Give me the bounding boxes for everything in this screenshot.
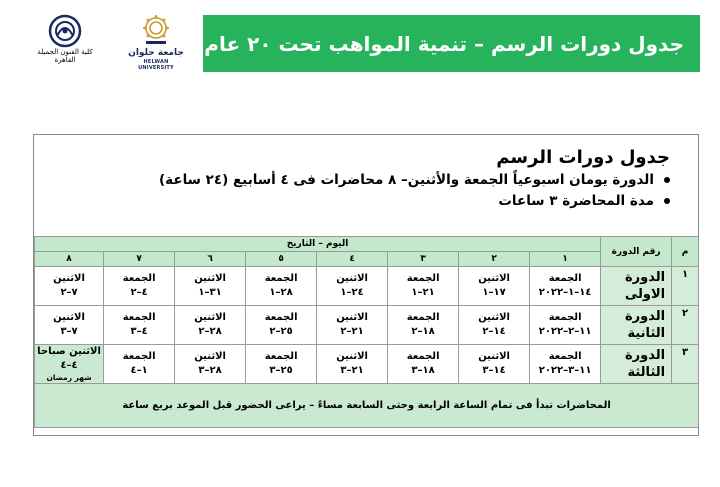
session-cell bbox=[388, 267, 459, 306]
header-session: ٤ bbox=[317, 252, 388, 267]
session-cell bbox=[388, 345, 459, 384]
fine-arts-logo bbox=[22, 14, 108, 76]
session-cell bbox=[388, 306, 459, 345]
page-title: جدول دورات الرسم – تنمية المواهب تحت ٢٠ عام bbox=[204, 31, 684, 56]
intro-bullet-1 bbox=[70, 170, 670, 191]
table-row bbox=[35, 306, 699, 345]
session-date: ٢٥–٢ bbox=[269, 326, 293, 337]
notes-row bbox=[35, 384, 699, 428]
intro-bullet-text: مدة المحاضرة ٣ ساعات bbox=[498, 193, 654, 209]
session-cell bbox=[104, 345, 175, 384]
intro-bullet-text: الدورة يومان اسبوعياً الجمعة والأثنين– ٨ محاضرات فى ٤ أسابيع (٢٤ ساعة) bbox=[158, 172, 654, 188]
session-day: الجمعة bbox=[122, 312, 156, 323]
session-cell bbox=[530, 345, 601, 384]
header-session: ٣ bbox=[388, 252, 459, 267]
session-date: ١٨–٢ bbox=[411, 326, 435, 337]
bullet-icon bbox=[664, 177, 670, 183]
fine-arts-logo-line1: كلية الفنون الجميلة bbox=[37, 48, 93, 56]
session-day: الاثنين bbox=[194, 351, 226, 362]
session-cell-ramadan bbox=[35, 345, 104, 384]
session-cell bbox=[530, 267, 601, 306]
helwan-logo-arabic: جامعة حلوان bbox=[128, 48, 184, 58]
row-number: ٣ bbox=[672, 345, 699, 384]
header-day-date: اليوم – التاريخ bbox=[35, 237, 601, 252]
course-name: الدورة الاولى bbox=[601, 267, 672, 306]
session-cell bbox=[317, 267, 388, 306]
header-session: ١ bbox=[530, 252, 601, 267]
session-cell bbox=[175, 306, 246, 345]
session-date: ٢٥–٣ bbox=[269, 365, 293, 376]
session-day: الاثنين bbox=[336, 273, 368, 284]
session-cell bbox=[246, 306, 317, 345]
table-row bbox=[35, 267, 699, 306]
course-name: الدورة الثالثة bbox=[601, 345, 672, 384]
session-date: ١٤–٢ bbox=[482, 326, 506, 337]
table-row bbox=[35, 345, 699, 384]
session-day: الجمعة bbox=[264, 351, 298, 362]
session-cell bbox=[459, 345, 530, 384]
session-cell bbox=[104, 306, 175, 345]
session-day: الجمعة bbox=[406, 273, 440, 284]
header-session: ٦ bbox=[175, 252, 246, 267]
session-cell bbox=[530, 306, 601, 345]
session-date: ٢١–١ bbox=[411, 287, 435, 298]
session-date: ١٧–١ bbox=[482, 287, 506, 298]
session-day: الجمعة bbox=[264, 312, 298, 323]
intro-section bbox=[70, 146, 670, 212]
session-date: ٢٨–٣ bbox=[198, 365, 222, 376]
session-date: ١٤–٣ bbox=[482, 365, 506, 376]
session-cell bbox=[459, 306, 530, 345]
session-cell bbox=[175, 267, 246, 306]
session-date: ٧–٣ bbox=[60, 326, 78, 337]
helwan-logo-english: HELWAN UNIVERSITY bbox=[138, 59, 174, 71]
helwan-university-logo bbox=[127, 14, 185, 76]
session-day: الاثنين bbox=[194, 273, 226, 284]
row-number: ١ bbox=[672, 267, 699, 306]
session-day: الاثنين bbox=[53, 273, 85, 284]
header-banner bbox=[203, 15, 700, 72]
table-header-row bbox=[35, 237, 699, 252]
session-day: الجمعة bbox=[264, 273, 298, 284]
session-day: الجمعة bbox=[122, 351, 156, 362]
session-cell bbox=[246, 345, 317, 384]
schedule-frame bbox=[33, 134, 699, 436]
header-session: ٥ bbox=[246, 252, 317, 267]
session-cell bbox=[35, 267, 104, 306]
header-session: ٢ bbox=[459, 252, 530, 267]
session-date: ٣١–١ bbox=[198, 287, 222, 298]
session-date: ١–٤ bbox=[130, 365, 148, 376]
session-date: ٧–٢ bbox=[60, 287, 78, 298]
intro-bullet-2 bbox=[70, 191, 670, 212]
session-day: الجمعة bbox=[122, 273, 156, 284]
header-session: ٨ bbox=[35, 252, 104, 267]
bullet-icon bbox=[664, 198, 670, 204]
session-day: الاثنين bbox=[478, 351, 510, 362]
session-day: الجمعة bbox=[548, 351, 582, 362]
session-date: ٢٤–١ bbox=[340, 287, 364, 298]
row-number: ٢ bbox=[672, 306, 699, 345]
header-session: ٧ bbox=[104, 252, 175, 267]
session-date: ٢٨–١ bbox=[269, 287, 293, 298]
session-day: الاثنين bbox=[478, 312, 510, 323]
session-day: الجمعة bbox=[406, 312, 440, 323]
intro-title: جدول دورات الرسم bbox=[496, 147, 670, 168]
session-cell bbox=[35, 306, 104, 345]
session-day: الجمعة bbox=[548, 312, 582, 323]
session-date: ٢١–٢ bbox=[340, 326, 364, 337]
session-date: ٤–٤ bbox=[60, 360, 78, 371]
session-date: ٤–٣ bbox=[130, 326, 148, 337]
fine-arts-logo-line2: القاهرة bbox=[54, 56, 76, 64]
session-cell bbox=[104, 267, 175, 306]
session-day: الجمعة bbox=[406, 351, 440, 362]
session-day: الاثنين bbox=[194, 312, 226, 323]
header-m: م bbox=[672, 237, 699, 267]
session-day: الاثنين bbox=[478, 273, 510, 284]
header-course-number: رقم الدورة bbox=[601, 237, 672, 267]
helwan-emblem-icon bbox=[138, 14, 174, 48]
session-cell bbox=[317, 306, 388, 345]
session-day: الاثنين bbox=[336, 312, 368, 323]
session-date: ١٨–٣ bbox=[411, 365, 435, 376]
session-day: الجمعة bbox=[548, 273, 582, 284]
session-day: الاثنين bbox=[53, 312, 85, 323]
session-date: ٤–٢ bbox=[130, 287, 148, 298]
session-date: ٢١–٣ bbox=[340, 365, 364, 376]
session-date: ٢٨–٢ bbox=[198, 326, 222, 337]
session-cell bbox=[459, 267, 530, 306]
session-cell bbox=[175, 345, 246, 384]
course-name: الدورة الثانية bbox=[601, 306, 672, 345]
session-cell bbox=[246, 267, 317, 306]
session-cell bbox=[317, 345, 388, 384]
table-session-row bbox=[35, 252, 699, 267]
session-date: ١١–٢–٢٠٢٢ bbox=[538, 326, 592, 337]
session-note: شهر رمضان bbox=[46, 373, 92, 382]
fine-arts-emblem-icon bbox=[48, 14, 82, 48]
session-date: ١٤–١–٢٠٢٢ bbox=[538, 287, 592, 298]
session-day: الاثنين صباحا bbox=[37, 346, 101, 357]
session-date: ١١–٣–٢٠٢٢ bbox=[538, 365, 592, 376]
schedule-table bbox=[34, 236, 699, 428]
schedule-notes: المحاضرات تبدأ فى تمام الساعة الرابعة وحتى السابعة مساءً – يراعى الحضور قبل الموعد بربع ساعة bbox=[35, 384, 699, 428]
session-day: الاثنين bbox=[336, 351, 368, 362]
